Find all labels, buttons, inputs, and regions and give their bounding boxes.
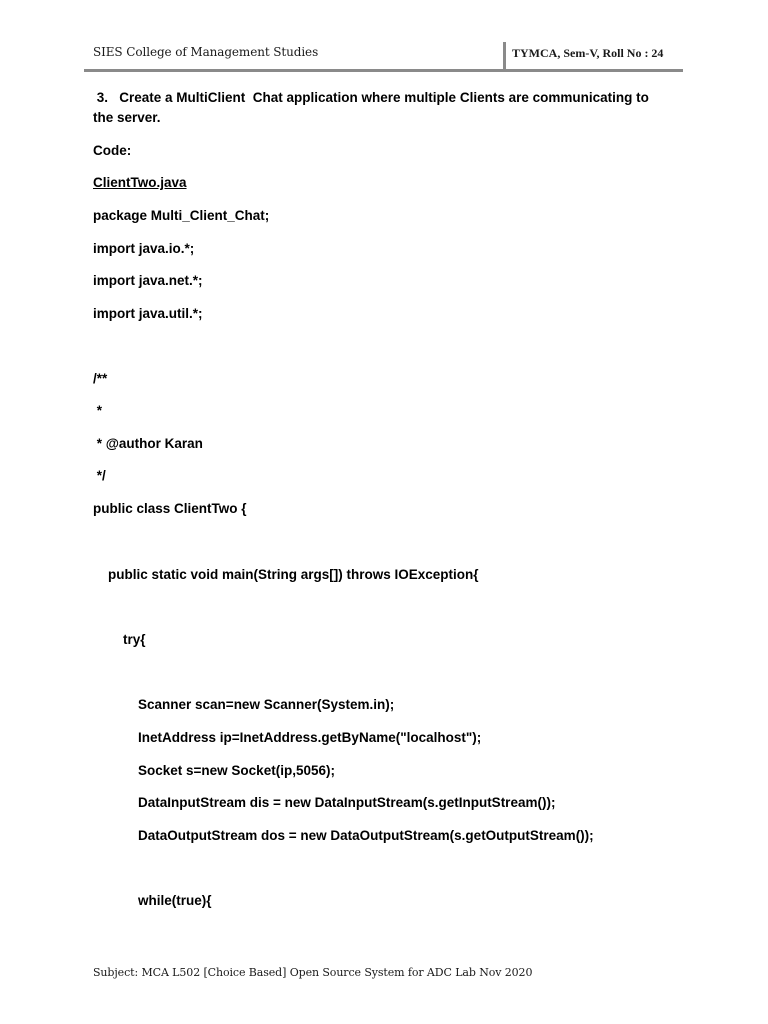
question-line-2: the server. bbox=[93, 110, 161, 125]
code-line: * bbox=[93, 403, 103, 418]
code-line: DataOutputStream dos = new DataOutputStream(s.getOutputStream()); bbox=[93, 828, 594, 843]
code-line: Socket s=new Socket(ip,5056); bbox=[93, 763, 335, 778]
code-line: import java.util.*; bbox=[93, 306, 203, 321]
code-line: public static void main(String args[]) throws IOException{ bbox=[93, 567, 479, 582]
code-line: */ bbox=[93, 468, 106, 483]
code-line: InetAddress ip=InetAddress.getByName("localhost"); bbox=[93, 730, 482, 745]
header-institution: SIES College of Management Studies bbox=[93, 45, 319, 59]
header-student-info: TYMCA, Sem-V, Roll No : 24 bbox=[512, 46, 664, 60]
question-line-1: 3. Create a MultiClient Chat application where multiple Clients are communicating to bbox=[93, 90, 649, 105]
footer-subject: Subject: MCA L502 [Choice Based] Open Source System for ADC Lab Nov 2020 bbox=[93, 966, 533, 979]
code-line: DataInputStream dis = new DataInputStream(s.getInputStream()); bbox=[93, 795, 556, 810]
code-line: import java.net.*; bbox=[93, 273, 203, 288]
header-divider-horizontal bbox=[84, 69, 683, 72]
code-line: import java.io.*; bbox=[93, 241, 195, 256]
code-line: public class ClientTwo { bbox=[93, 501, 247, 516]
code-line: /** bbox=[93, 371, 108, 386]
code-line: Scanner scan=new Scanner(System.in); bbox=[93, 697, 395, 712]
code-line: * @author Karan bbox=[93, 436, 203, 451]
header-divider-vertical bbox=[503, 42, 506, 70]
code-line: try{ bbox=[93, 632, 146, 647]
code-line: package Multi_Client_Chat; bbox=[93, 208, 270, 223]
code-label: Code: bbox=[93, 143, 132, 158]
code-line: while(true){ bbox=[93, 893, 212, 908]
file-name: ClientTwo.java bbox=[93, 175, 187, 190]
